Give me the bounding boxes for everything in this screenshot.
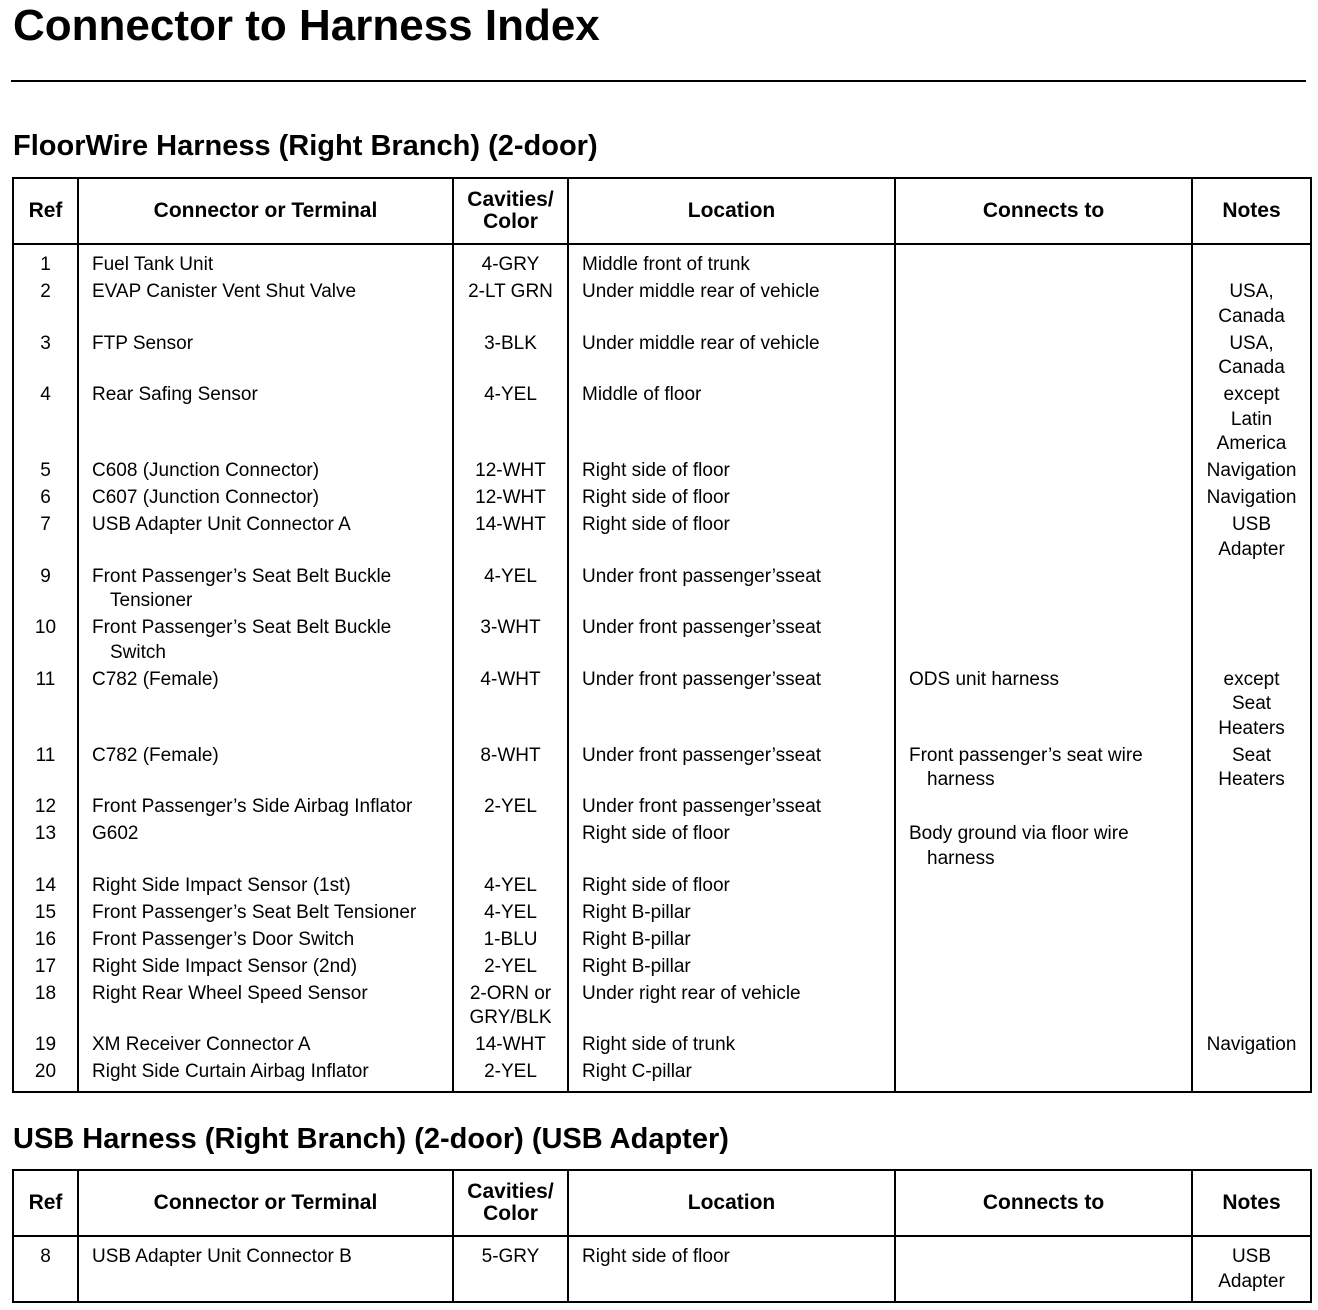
connects-to-cell [895, 280, 1192, 332]
col-notes-header: Notes [1192, 1170, 1311, 1236]
table-header-row [13, 178, 1311, 244]
cavities-cell: 14-WHT [453, 513, 568, 565]
connector-cell: FTP Sensor [78, 332, 453, 384]
cavities-cell: 4-WHT [453, 668, 568, 744]
ref-cell: 11 [13, 744, 78, 796]
table-row [13, 928, 1311, 955]
notes-cell [1192, 795, 1311, 822]
location-cell: Under front passenger’sseat [568, 795, 895, 822]
location-cell: Under front passenger’sseat [568, 565, 895, 617]
cavities-cell: 4-GRY [453, 244, 568, 280]
floor-harness-title: FloorWire Harness (Right Branch) (2-door) [13, 130, 598, 162]
notes-cell [1192, 982, 1311, 1034]
cavities-cell: 2-YEL [453, 795, 568, 822]
connects-to-cell [895, 1033, 1192, 1060]
connects-to-cell [895, 486, 1192, 513]
connector-cell: Front Passenger’s Seat Belt Buckle Tensioner [78, 565, 453, 617]
connector-cell: C782 (Female) [78, 744, 453, 796]
connects-to-cell: Body ground via floor wire harness [895, 822, 1192, 874]
page-title: Connector to Harness Index [13, 1, 600, 50]
connects-to-cell: Front passenger’s seat wire harness [895, 744, 1192, 796]
floor-harness-table [12, 177, 1312, 1093]
notes-cell: USB Adapter [1192, 1236, 1311, 1302]
location-cell: Right side of floor [568, 822, 895, 874]
table-row [13, 486, 1311, 513]
location-cell: Under front passenger’sseat [568, 616, 895, 668]
connector-cell: Front Passenger’s Door Switch [78, 928, 453, 955]
table-row [13, 1236, 1311, 1302]
ref-cell: 1 [13, 244, 78, 280]
connects-to-cell [895, 982, 1192, 1034]
connector-cell: Right Side Impact Sensor (2nd) [78, 955, 453, 982]
table-row [13, 874, 1311, 901]
ref-cell: 7 [13, 513, 78, 565]
ref-cell: 9 [13, 565, 78, 617]
cavities-cell: 8-WHT [453, 744, 568, 796]
connects-to-cell [895, 332, 1192, 384]
table-row [13, 332, 1311, 384]
connector-cell: XM Receiver Connector A [78, 1033, 453, 1060]
col-location-header: Location [568, 1170, 895, 1236]
location-cell: Right B-pillar [568, 928, 895, 955]
location-cell: Right B-pillar [568, 955, 895, 982]
connects-to-cell [895, 459, 1192, 486]
ref-cell: 19 [13, 1033, 78, 1060]
connector-cell: Fuel Tank Unit [78, 244, 453, 280]
connects-to-cell [895, 565, 1192, 617]
table-row [13, 383, 1311, 459]
ref-cell: 13 [13, 822, 78, 874]
connects-to-cell [895, 244, 1192, 280]
col-ref-header: Ref [13, 178, 78, 244]
cavities-cell: 3-BLK [453, 332, 568, 384]
table-row [13, 901, 1311, 928]
cavities-cell: 12-WHT [453, 459, 568, 486]
table-row [13, 744, 1311, 796]
connects-to-cell [895, 513, 1192, 565]
location-cell: Right side of floor [568, 874, 895, 901]
connector-cell: G602 [78, 822, 453, 874]
table-row [13, 1033, 1311, 1060]
notes-cell: Navigation [1192, 459, 1311, 486]
cavities-cell: 2-YEL [453, 1060, 568, 1092]
location-cell: Right side of floor [568, 513, 895, 565]
location-cell: Right side of floor [568, 459, 895, 486]
connects-to-cell [895, 383, 1192, 459]
notes-cell: USA, Canada [1192, 332, 1311, 384]
location-cell: Under right rear of vehicle [568, 982, 895, 1034]
connector-cell: USB Adapter Unit Connector A [78, 513, 453, 565]
connector-cell: Front Passenger’s Side Airbag Inflator [78, 795, 453, 822]
ref-cell: 20 [13, 1060, 78, 1092]
location-cell: Right side of trunk [568, 1033, 895, 1060]
connector-cell: Right Rear Wheel Speed Sensor [78, 982, 453, 1034]
notes-cell [1192, 928, 1311, 955]
location-cell: Right side of floor [568, 1236, 895, 1302]
connector-cell: C782 (Female) [78, 668, 453, 744]
location-cell: Right side of floor [568, 486, 895, 513]
table-row [13, 795, 1311, 822]
connects-to-cell [895, 928, 1192, 955]
col-ref-header: Ref [13, 1170, 78, 1236]
location-cell: Under middle rear of vehicle [568, 332, 895, 384]
notes-cell: USB Adapter [1192, 513, 1311, 565]
location-cell: Right B-pillar [568, 901, 895, 928]
connects-to-cell [895, 1236, 1192, 1302]
connector-cell: C607 (Junction Connector) [78, 486, 453, 513]
notes-cell [1192, 616, 1311, 668]
notes-cell: USA, Canada [1192, 280, 1311, 332]
ref-cell: 17 [13, 955, 78, 982]
table-row [13, 280, 1311, 332]
ref-cell: 14 [13, 874, 78, 901]
col-connector-header: Connector or Terminal [78, 178, 453, 244]
location-cell: Middle of floor [568, 383, 895, 459]
ref-cell: 8 [13, 1236, 78, 1302]
connects-to-cell [895, 955, 1192, 982]
ref-cell: 15 [13, 901, 78, 928]
notes-cell: except Latin America [1192, 383, 1311, 459]
col-connects-to-header: Connects to [895, 1170, 1192, 1236]
table-row [13, 565, 1311, 617]
location-cell: Under front passenger’sseat [568, 668, 895, 744]
notes-cell [1192, 244, 1311, 280]
table-row [13, 955, 1311, 982]
notes-cell: Navigation [1192, 1033, 1311, 1060]
ref-cell: 16 [13, 928, 78, 955]
notes-cell [1192, 874, 1311, 901]
usb-harness-title: USB Harness (Right Branch) (2-door) (USB Adapter) [13, 1123, 729, 1155]
notes-cell [1192, 1060, 1311, 1092]
connects-to-cell [895, 795, 1192, 822]
ref-cell: 12 [13, 795, 78, 822]
table-row [13, 982, 1311, 1034]
connects-to-cell [895, 616, 1192, 668]
connector-cell: C608 (Junction Connector) [78, 459, 453, 486]
table-row [13, 668, 1311, 744]
ref-cell: 3 [13, 332, 78, 384]
ref-cell: 6 [13, 486, 78, 513]
cavities-cell: 2-LT GRN [453, 280, 568, 332]
connector-cell: Front Passenger’s Seat Belt Tensioner [78, 901, 453, 928]
connector-cell: USB Adapter Unit Connector B [78, 1236, 453, 1302]
cavities-cell: 2-YEL [453, 955, 568, 982]
cavities-cell: 2-ORN or GRY/BLK [453, 982, 568, 1034]
notes-cell [1192, 565, 1311, 617]
ref-cell: 10 [13, 616, 78, 668]
table-row [13, 244, 1311, 280]
cavities-cell [453, 822, 568, 874]
notes-cell [1192, 822, 1311, 874]
location-cell: Under middle rear of vehicle [568, 280, 895, 332]
notes-cell [1192, 955, 1311, 982]
location-cell: Middle front of trunk [568, 244, 895, 280]
table-row [13, 513, 1311, 565]
location-cell: Under front passenger’sseat [568, 744, 895, 796]
cavities-cell: 1-BLU [453, 928, 568, 955]
table-row [13, 822, 1311, 874]
ref-cell: 2 [13, 280, 78, 332]
cavities-cell: 4-YEL [453, 565, 568, 617]
col-connects-to-header: Connects to [895, 178, 1192, 244]
connects-to-cell [895, 901, 1192, 928]
ref-cell: 5 [13, 459, 78, 486]
connects-to-cell [895, 1060, 1192, 1092]
connector-cell: Rear Safing Sensor [78, 383, 453, 459]
cavities-cell: 12-WHT [453, 486, 568, 513]
ref-cell: 4 [13, 383, 78, 459]
connector-cell: Right Side Curtain Airbag Inflator [78, 1060, 453, 1092]
table-row [13, 1060, 1311, 1092]
ref-cell: 11 [13, 668, 78, 744]
title-divider [11, 80, 1306, 82]
notes-cell: Seat Heaters [1192, 744, 1311, 796]
connector-cell: Right Side Impact Sensor (1st) [78, 874, 453, 901]
table-header-row [13, 1170, 1311, 1236]
col-cavities-header: Cavities/ Color [453, 178, 568, 244]
notes-cell: Navigation [1192, 486, 1311, 513]
cavities-cell: 4-YEL [453, 901, 568, 928]
connects-to-cell: ODS unit harness [895, 668, 1192, 744]
table-row [13, 459, 1311, 486]
cavities-cell: 4-YEL [453, 383, 568, 459]
col-cavities-header: Cavities/ Color [453, 1170, 568, 1236]
notes-cell: except Seat Heaters [1192, 668, 1311, 744]
connector-cell: EVAP Canister Vent Shut Valve [78, 280, 453, 332]
connector-cell: Front Passenger’s Seat Belt Buckle Switch [78, 616, 453, 668]
col-connector-header: Connector or Terminal [78, 1170, 453, 1236]
cavities-cell: 5-GRY [453, 1236, 568, 1302]
notes-cell [1192, 901, 1311, 928]
cavities-cell: 14-WHT [453, 1033, 568, 1060]
col-location-header: Location [568, 178, 895, 244]
usb-harness-table [12, 1169, 1312, 1303]
connects-to-cell [895, 874, 1192, 901]
col-notes-header: Notes [1192, 178, 1311, 244]
ref-cell: 18 [13, 982, 78, 1034]
table-row [13, 616, 1311, 668]
cavities-cell: 3-WHT [453, 616, 568, 668]
location-cell: Right C-pillar [568, 1060, 895, 1092]
cavities-cell: 4-YEL [453, 874, 568, 901]
